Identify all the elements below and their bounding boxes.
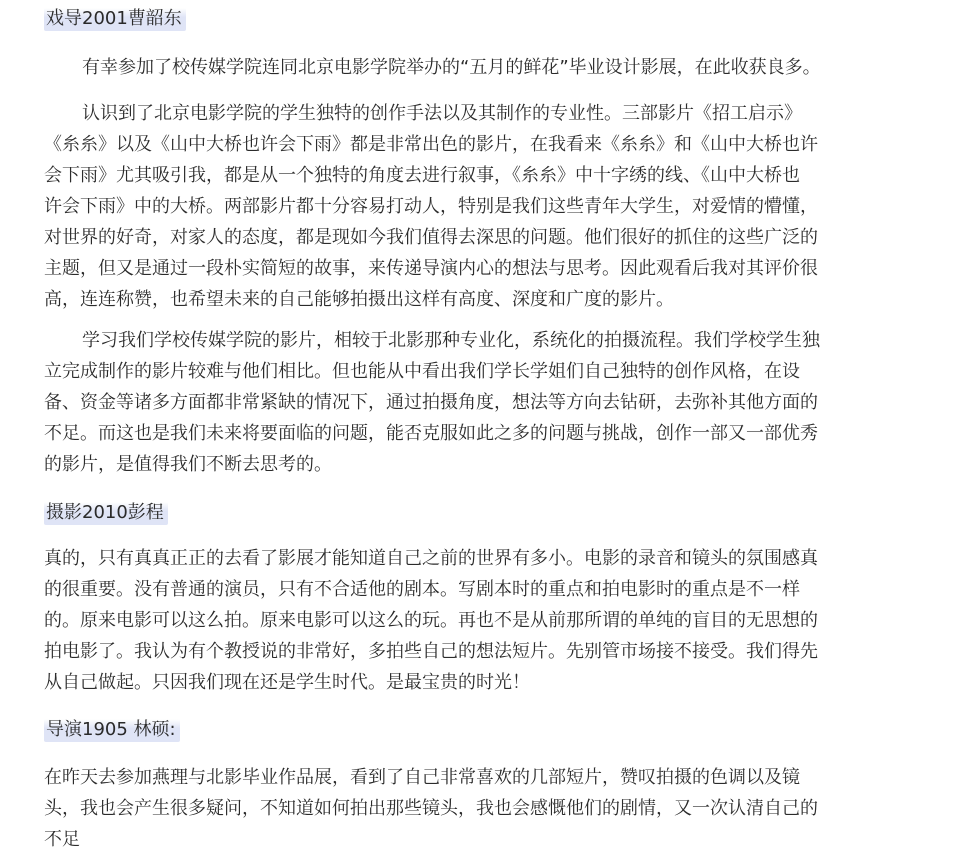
section-heading-text: 戏导2001曹韶东 (44, 8, 186, 31)
paragraph-line: 《糸糸》以及《山中大桥也许会下雨》都是非常出色的影片，在我看来《糸糸》和《山中大桥也许 (44, 134, 818, 155)
section-heading (44, 500, 168, 526)
paragraph-line: 头，我也会产生很多疑问，不知道如何拍出那些镜头，我也会感慨他们的剧情，又一次认清自己的 (44, 798, 818, 819)
paragraph-line: 备、资金等诸多方面都非常紧缺的情况下，通过拍摄角度，想法等方向去钻研，去弥补其他方面的 (44, 392, 818, 413)
paragraph-line: 对世界的好奇，对家人的态度，都是现如今我们值得去深思的问题。他们很好的抓住的这些广泛的 (44, 227, 818, 248)
paragraph-line: 的很重要。没有普通的演员，只有不合适他的剧本。写剧本时的重点和拍电影时的重点是不一样 (44, 579, 800, 600)
paragraph-line: 真的，只有真真正正的去看了影展才能知道自己之前的世界有多小。电影的录音和镜头的氛围感真 (44, 548, 818, 569)
section-heading (44, 717, 180, 743)
paragraph-line: 高，连连称赞，也希望未来的自己能够拍摄出这样有高度、深度和广度的影片。 (44, 289, 674, 310)
paragraph-line: 会下雨》尤其吸引我，都是从一个独特的角度去进行叙事，《糸糸》中十字绣的线、《山中大桥也 (44, 165, 800, 186)
paragraph (44, 762, 924, 855)
paragraph (44, 52, 924, 83)
paragraph-line: 从自己做起。只因我们现在还是学生时代。是最宝贵的时光！ (44, 672, 530, 693)
paragraph-line: 学习我们学校传媒学院的影片，相较于北影那种专业化，系统化的拍摄流程。我们学校学生独 (82, 330, 820, 351)
paragraph-line: 的影片，是值得我们不断去思考的。 (44, 454, 332, 475)
paragraph-line: 拍电影了。我认为有个教授说的非常好，多拍些自己的想法短片。先别管市场接不接受。我们得先 (44, 641, 818, 662)
paragraph-line: 立完成制作的影片较难与他们相比。但也能从中看出我们学长学姐们自己独特的创作风格，在设 (44, 361, 800, 382)
paragraph-line: 有幸参加了校传媒学院连同北京电影学院举办的“五月的鲜花”毕业设计影展，在此收获良多。 (82, 57, 821, 78)
paragraph (44, 543, 924, 698)
paragraph-line: 不足。而这也是我们未来将要面临的问题，能否克服如此之多的问题与挑战，创作一部又一部优秀 (44, 423, 818, 444)
section-heading-text: 导演1905 林硕: (44, 719, 180, 742)
section-heading-text: 摄影2010彭程 (44, 502, 168, 525)
paragraph (44, 325, 924, 480)
paragraph-line: 主题，但又是通过一段朴实简短的故事，来传递导演内心的想法与思考。因此观看后我对其评价很 (44, 258, 818, 279)
paragraph-line: 在昨天去参加燕理与北影毕业作品展，看到了自己非常喜欢的几部短片，赞叹拍摄的色调以及镜 (44, 767, 800, 788)
paragraph-line: 认识到了北京电影学院的学生独特的创作手法以及其制作的专业性。三部影片《招工启示》 (82, 103, 802, 124)
paragraph-line: 许会下雨》中的大桥。两部影片都十分容易打动人，特别是我们这些青年大学生，对爱情的懵懂， (44, 196, 818, 217)
paragraph (44, 98, 924, 315)
section-heading (44, 6, 186, 32)
paragraph-line: 不足 (44, 829, 80, 850)
paragraph-line: 的。原来电影可以这么拍。原来电影可以这么的玩。再也不是从前那所谓的单纯的盲目的无思想的 (44, 610, 818, 631)
